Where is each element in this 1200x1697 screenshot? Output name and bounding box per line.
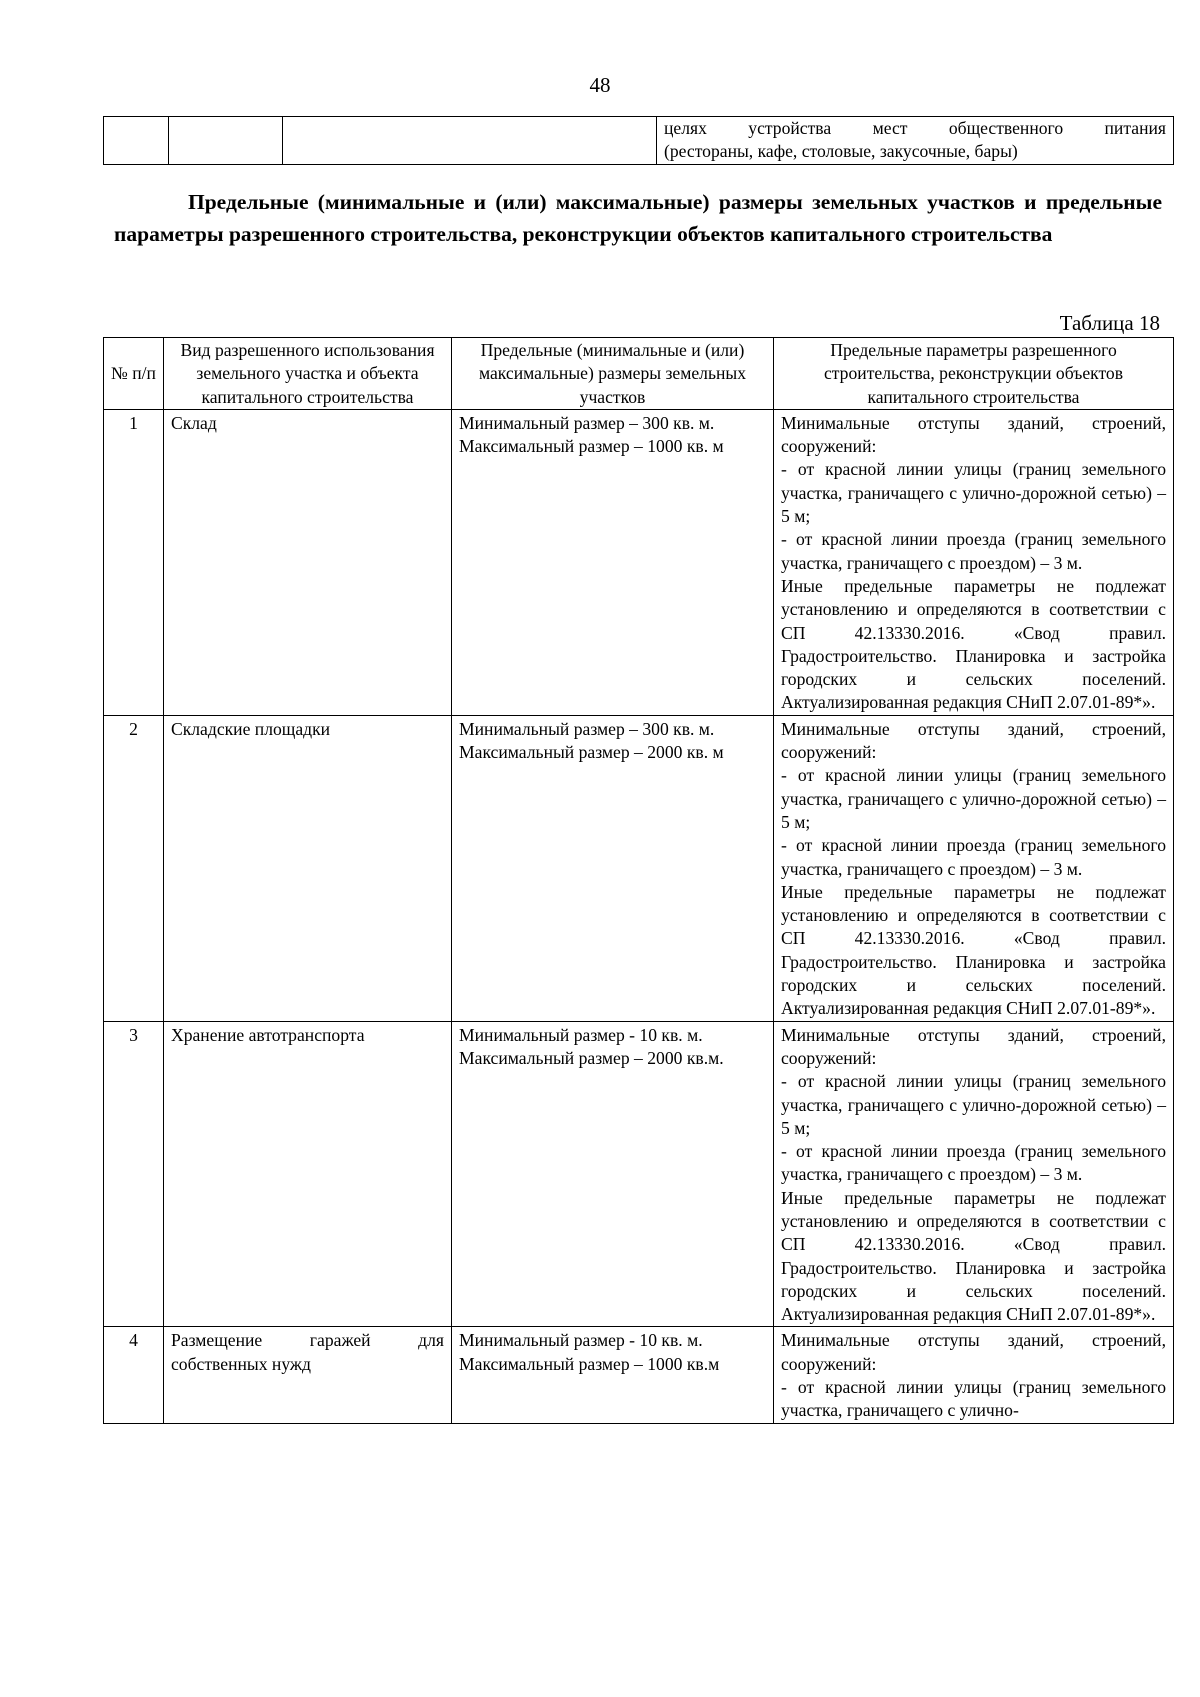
size-min: Минимальный размер – 300 кв. м.	[459, 718, 715, 739]
row-use: Хранение автотранспорта	[164, 1021, 452, 1327]
table-row	[104, 117, 1174, 165]
row-size	[452, 1327, 774, 1423]
table-cell	[283, 117, 657, 165]
size-min: Минимальный размер – 300 кв. м.	[459, 412, 715, 433]
section-heading: Предельные (минимальные и (или) максимальные) размеры земельных участков и предельные параметры разрешенного строительства, реконструкции объектов капитального строительства	[114, 190, 1162, 246]
size-min: Минимальный размер - 10 кв. м.	[459, 1330, 703, 1351]
row-size	[452, 1021, 774, 1327]
table-row	[104, 715, 1174, 1021]
continuation-text-line: целях устройства мест общественного питания	[664, 118, 1166, 138]
table-header-row	[104, 338, 1174, 410]
table-cell	[104, 117, 169, 165]
page-number: 48	[589, 73, 611, 97]
continuation-cell	[657, 117, 1174, 165]
header-size: Предельные (минимальные и (или) максимальные) размеры земельных участков	[452, 338, 774, 410]
row-size	[452, 715, 774, 1021]
header-use: Вид разрешенного использования земельного участка и объекта капитального строительства	[164, 338, 452, 410]
continuation-text-line: (рестораны, кафе, столовые, закусочные, бары)	[664, 141, 1018, 162]
size-min: Минимальный размер - 10 кв. м.	[459, 1024, 703, 1045]
parameters-table	[103, 337, 1174, 1424]
table-row	[104, 1327, 1174, 1423]
row-params: Минимальные отступы зданий, строений, сооружений: - от красной линии улицы (границ земельного участка, граничащего с улично-	[774, 1327, 1174, 1423]
table-row	[104, 409, 1174, 715]
row-use: Складские площадки	[164, 715, 452, 1021]
size-max: Максимальный размер – 1000 кв.м	[459, 1353, 720, 1374]
table-label: Таблица 18	[1059, 311, 1160, 335]
header-num: № п/п	[104, 338, 164, 410]
continuation-table	[103, 116, 1174, 165]
header-params: Предельные параметры разрешенного строительства, реконструкции объектов капитального строительства	[774, 338, 1174, 410]
row-params: Минимальные отступы зданий, строений, сооружений: - от красной линии улицы (границ земельного участка, граничащего с улично-дорожной сетью) – 5 м; - от красной линии проезда (границ земельного участка, граничащего с проездом) – 3 м. Иные предельные параметры не подлежат установлению и определяются в соответствии с СП 42.13330.2016. «Свод правил. Градостроительство. Планировка и застройка городских и сельских поселений. Актуализированная редакция СНиП 2.07.01-89*».	[774, 715, 1174, 1021]
row-use: Склад	[164, 409, 452, 715]
size-max: Максимальный размер – 1000 кв. м	[459, 436, 724, 457]
row-params: Минимальные отступы зданий, строений, сооружений: - от красной линии улицы (границ земельного участка, граничащего с улично-дорожной сетью) – 5 м; - от красной линии проезда (границ земельного участка, граничащего с проездом) – 3 м. Иные предельные параметры не подлежат установлению и определяются в соответствии с СП 42.13330.2016. «Свод правил. Градостроительство. Планировка и застройка городских и сельских поселений. Актуализированная редакция СНиП 2.07.01-89*».	[774, 409, 1174, 715]
size-max: Максимальный размер – 2000 кв.м.	[459, 1047, 724, 1068]
row-number: 4	[104, 1327, 164, 1423]
row-params: Минимальные отступы зданий, строений, сооружений: - от красной линии улицы (границ земельного участка, граничащего с улично-дорожной сетью) – 5 м; - от красной линии проезда (границ земельного участка, граничащего с проездом) – 3 м. Иные предельные параметры не подлежат установлению и определяются в соответствии с СП 42.13330.2016. «Свод правил. Градостроительство. Планировка и застройка городских и сельских поселений. Актуализированная редакция СНиП 2.07.01-89*».	[774, 1021, 1174, 1327]
row-number: 1	[104, 409, 164, 715]
table-cell	[169, 117, 283, 165]
row-size	[452, 409, 774, 715]
row-number: 2	[104, 715, 164, 1021]
row-use: Размещение гаражей для собственных нужд	[164, 1327, 452, 1423]
row-number: 3	[104, 1021, 164, 1327]
size-max: Максимальный размер – 2000 кв. м	[459, 742, 724, 763]
table-row	[104, 1021, 1174, 1327]
